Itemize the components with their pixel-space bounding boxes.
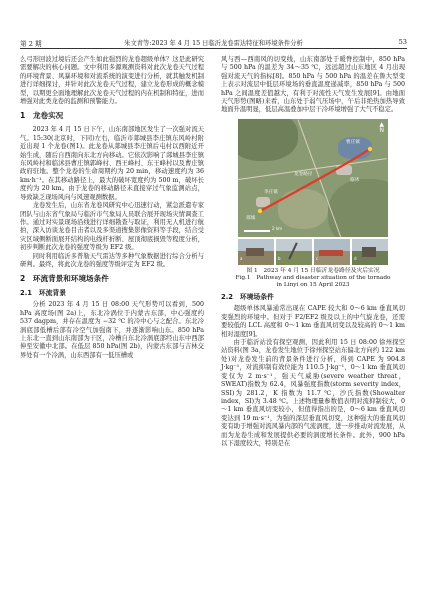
section-1-title: 1 龙卷实况 xyxy=(20,111,64,121)
north-arrow-icon: ▲ N xyxy=(379,120,384,134)
figure-1-caption xyxy=(221,268,405,290)
section-2-2-title: 2.2 环境场条件 xyxy=(221,293,274,302)
figure-1 xyxy=(221,119,405,290)
map-label-linshu: 临沭 xyxy=(350,177,360,183)
section-1-paragraph-1: 2023 年 4 月 15 日下午，山东南部地区发生了一次强对流天气。15:30(北京时，下同)左右，临沂市郯城县李庄镇东风岭村附近出现 1 个龙卷(图1)。此龙卷从郯城县李庄镇后屯村以西附近开始生成，随后自西南向东北方向移动。它依次影响了郯城县李庄镇东风岭村和临沭县曹庄镇郭峰村、西王峰村、东王峰村以及曹庄镇政府驻地。整个龙卷的生命周期约为 20 min，移动速度约为 36 km·h⁻¹。在其移动路径上，最大的破坏宽度约为 500 m，破坏长度约为 20 km。由于龙卷的移动路径未直接穿过气象监测站点，导致缺乏现场风向与风速观测数据。 xyxy=(20,126,204,201)
page-header xyxy=(20,0,407,48)
tornado-track xyxy=(238,119,388,237)
map-label-tancheng: 郯城 xyxy=(246,215,256,221)
figure-1-caption-en-2: in Linyi on 15 April 2023 xyxy=(276,282,350,289)
map-label-caozhuang: 曹庄镇 xyxy=(346,139,360,145)
right-top-paragraph: 风与西—西南风的切变线，山东南部处于暖脊控制中，850 hPa 与 500 hPa 的温差为 34～35 ℃，远远超过山东地区 4 月出现强对流天气的指标[8]。850 hPa 与 500 hPa 的温差在鲁大型变上表示对流层中低层环境场的垂直温度递减率，850 hPa 与 500 hPa 之间温度差值越大，有利于对流性天气发生发展[9]。由地面天气形势(图略)来看，山东处于弱气压场中，午后非绝热加热导致地面升温明显，低层高温叠加中层干冷环境增强了大气不稳定。 xyxy=(221,56,405,114)
damage-photo: d xyxy=(352,239,388,265)
header-rule xyxy=(20,48,407,49)
section-2-title: 2 环流背景和环境场条件 xyxy=(20,274,109,284)
scale-bar xyxy=(244,230,270,232)
right-column xyxy=(221,56,405,448)
damage-photo: a xyxy=(238,239,274,265)
damage-photo: c xyxy=(314,239,350,265)
section-2-2-paragraph-2: 由于临沂站没有探空观测，因此利用 15 日 08:00 徐州探空站资料(图 3a，龙卷发生地位于徐州探空站东偏北方向约 122 km 处)对龙卷发生前的背景条件进行分析，得到 CAPE 为 904.8 J·kg⁻¹，对流抑制有效位能为 110.5 J·kg⁻¹，0～1 km 垂直风切变仅为 2 m·s⁻¹，强天气威胁(severe weather threat，SWEAT)指数为 62.4，风暴强度指数(storm severity index，SSI)为 281.2，K 指数为 11.7 ℃，沙氏指数(Showalter index，SI)为 3.48 ℃。上述物理量参数值表明对流抑制较大，0～1 km 垂直风切变较小，但值得指出的是，0～6 km 垂直风切变达到 19 m·s⁻¹，为强的深层垂直风切变，这种强大的垂直风切变有助于增强对流风暴内部的气流涡度，进一步推动对流发展，从而为龙卷生成和发展提供必要的涡度增长条件。此外，900 hPa 以下湿度较大，特别是在 xyxy=(221,339,405,447)
figure-1-caption-cn: 图 1 2023 年 4 月 15 日临沂龙卷路径及灾后实况 xyxy=(246,267,380,274)
page-number: 53 xyxy=(398,38,407,46)
figure-1-caption-en-1: Fig.1 Pathway and disaster situation of the tornado xyxy=(235,275,391,282)
map-label-track: 龙卷路径 xyxy=(294,171,313,177)
damage-photos xyxy=(221,239,405,265)
section-1-paragraph-3: 同时利用临沂多普勒天气雷达等多种气象数据进行综合分析与研判。最终，将此次龙卷的强度等级评定为 EF2 级。 xyxy=(20,252,204,268)
issue-number: 第 2 期 xyxy=(20,40,42,48)
section-2-1-title: 2.1 环流背景 xyxy=(20,289,67,298)
tornado-track-map xyxy=(238,119,388,237)
section-2-1-paragraph: 分析 2023 年 4 月 15 日 08:00 天气形势可以看到，500 hPa 高度场(图 2a)上，东北冷涡位于内蒙古东部，中心强度约 537 dagpm，并存在温度为 −32 ℃ 的冷中心与之配合。东北冷涡底部低槽后部有冷空气加强南下，并逐渐影响山东。850 hPa 上东北一直到山东南部为干区，冷槽自东北冷涡底部经山东中西部伸至安徽中北部。在低层 850 hPa(图 2b)，内蒙古东部与吉林交界处有一个冷涡，山东西部有一低压槽或 xyxy=(20,301,204,359)
intro-paragraph: 么弓形回波过境后还会产生如此强烈的龙卷超级单体？这是此研究需要解决的核心问题。文中利用多源观测资料对此次龙卷天气过程的环境背景、风暴环境和对流系统的演变进行分析，就其触发机制进行详细探讨，并针对此次龙卷天气过程，建立龙卷形成的概念模型，以期更全面地理解此次龙卷天气过程的内在机制和特征，进而增强对此类龙卷的监测和预警能力。 xyxy=(20,56,204,106)
scale-label: 2 km xyxy=(272,226,283,232)
running-title: 朱文青等:2023 年 4 月 15 日临沂龙卷雷达特征和环境条件分析 xyxy=(124,40,303,47)
section-2-2-paragraph-1: 超级单体风暴通常出现在 CAPE 较大和 0～6 km 垂直风切变强烈的环境中。但对于 F2/EF2 级及以上的中气旋龙卷，还需要较低的 LCL 高度和 0～1 km 垂直风切变以及较高的 0～1 km 相对湿度[9]。 xyxy=(221,305,405,338)
damage-photo: b xyxy=(276,239,312,265)
left-column xyxy=(20,56,204,360)
section-1-paragraph-2: 龙卷发生后，山东省龙卷风研究中心迅速行动，紧急派遣专家团队与山东省气象局与临沂市气象局人员联合展开现场灾情调查工作。通过对实景现场沿线进行详细勘查与取证，利用无人机进行航拍，深入访谈龙卷目击者以及多渠道搜集影像资料等手段，结合受灾区域侧断面展开结构的电线杆折断、屋顶彻底损毁等程度分析，初步判断此次龙卷的强度等级为 EF2 级。 xyxy=(20,202,204,252)
map-label-lizhuang: 李庄镇 xyxy=(264,189,278,195)
